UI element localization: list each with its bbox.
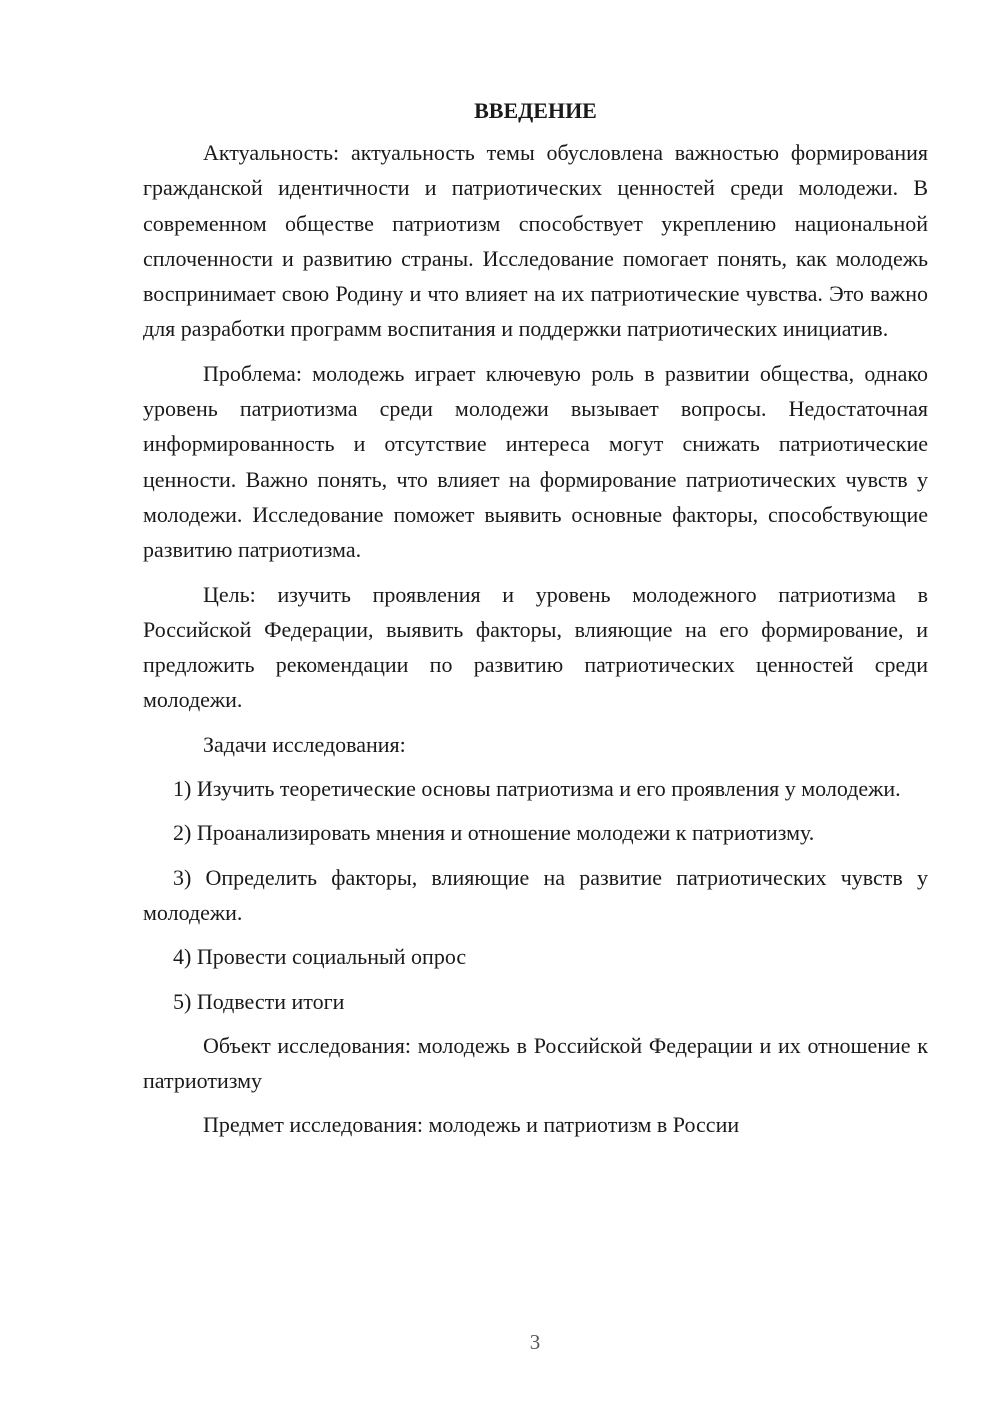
page-content (143, 96, 928, 1143)
task-item: 5) Подвести итоги (173, 988, 345, 1014)
task-item: 4) Провести социальный опрос (173, 944, 467, 970)
task-item: 1) Изучить теоретические основы патриотизма и его проявления у молодежи. (173, 776, 901, 802)
paragraph-subject: Предмет исследования: молодежь и патриотизм в России (203, 1112, 740, 1138)
paragraph-object: Объект исследования: молодежь в Российской Федерации и их отношение к патриотизму (143, 1032, 928, 1094)
task-item: 3) Определить факторы, влияющие на развитие патриотических чувств у молодежи. (143, 864, 928, 925)
paragraph-problem: Проблема: молодежь играет ключевую роль в развитии общества, однако уровень патриотизма среди молодежи вызывает вопросы. Недостаточная информированность и отсутствие интереса могут снижать патриотические ценности. Важно понять, что влияет на формирование патриотических чувств у молодежи. Исследование поможет выявить основные факторы, способствующие развитию патриотизма. (143, 360, 928, 563)
page-number: 3 (529, 1330, 541, 1354)
tasks-intro: Задачи исследования: (203, 731, 406, 757)
paragraph-relevance: Актуальность: актуальность темы обусловлена важностью формирования гражданской идентичности и патриотических ценностей среди молодежи. В современном обществе патриотизм способствует укреплению национальной сплоченности и развитию страны. Исследование помогает понять, как молодежь воспринимает свою Родину и что влияет на их патриотические чувства. Это важно для разработки программ воспитания и поддержки патриотических инициатив. (143, 140, 928, 342)
section-heading: ВВЕДЕНИЕ (474, 98, 597, 123)
paragraph-goal: Цель: изучить проявления и уровень молодежного патриотизма в Российской Федерации, выявить факторы, влияющие на его формирование, и предложить рекомендации по развитию патриотических ценностей среди молодежи. (143, 581, 928, 713)
task-item: 2) Проанализировать мнения и отношение молодежи к патриотизму. (173, 820, 815, 846)
